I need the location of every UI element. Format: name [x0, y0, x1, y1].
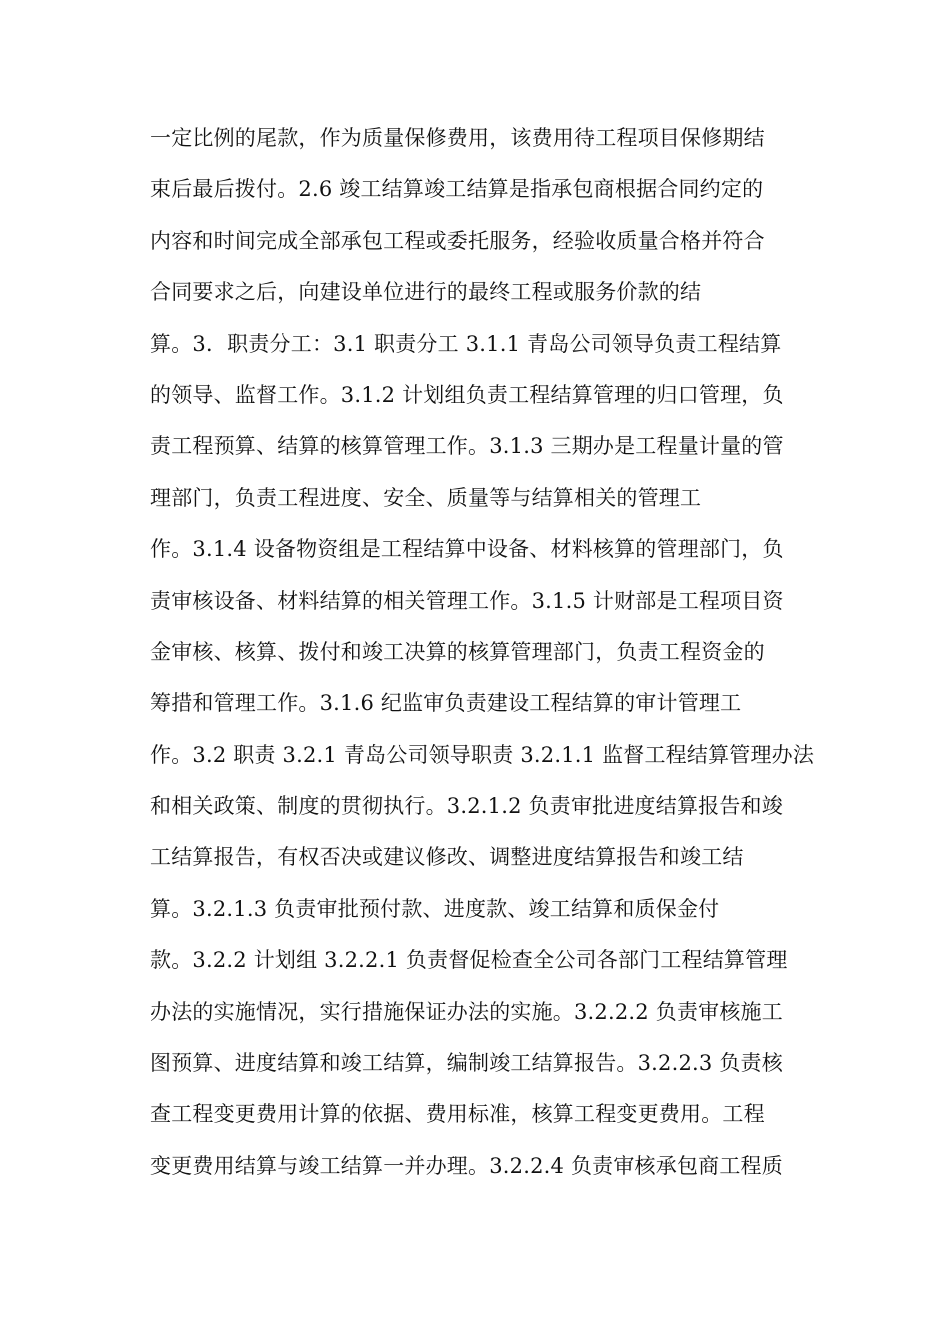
- text-line: 变更费用结算与竣工结算一并办理。3.2.2.4 负责审核承包商工程质: [150, 1153, 783, 1178]
- text-line: 算。3.2.1.3 负责审批预付款、进度款、竣工结算和质保金付: [150, 896, 720, 921]
- text-line: 内容和时间完成全部承包工程或委托服务，经验收质量合格并符合: [150, 228, 765, 253]
- text-line: 办法的实施情况，实行措施保证办法的实施。3.2.2.2 负责审核施工: [150, 999, 783, 1024]
- text-line: 责审核设备、材料结算的相关管理工作。3.1.5 计财部是工程项目资: [150, 588, 784, 613]
- text-line: 款。3.2.2 计划组 3.2.2.1 负责督促检查全公司各部门工程结算管理: [150, 948, 788, 973]
- text-line: 理部门，负责工程进度、安全、质量等与结算相关的管理工: [150, 485, 702, 510]
- text-line: 的领导、监督工作。3.1.2 计划组负责工程结算管理的归口管理，负: [150, 382, 784, 407]
- text-line: 查工程变更费用计算的依据、费用标准，核算工程变更费用。工程: [150, 1102, 765, 1127]
- text-line: 金审核、核算、拨付和竣工决算的核算管理部门，负责工程资金的: [150, 639, 765, 664]
- text-line: 束后最后拨付。2.6 竣工结算竣工结算是指承包商根据合同约定的: [150, 177, 764, 202]
- text-line: 和相关政策、制度的贯彻执行。3.2.1.2 负责审批进度结算报告和竣: [150, 794, 783, 819]
- text-line: 图预算、进度结算和竣工结算，编制竣工结算报告。3.2.2.3 负责核: [150, 1051, 783, 1076]
- text-line: 作。3.1.4 设备物资组是工程结算中设备、材料核算的管理部门，负: [150, 537, 784, 562]
- text-line: 工结算报告，有权否决或建议修改、调整进度结算报告和竣工结: [150, 845, 744, 870]
- text-line: 责工程预算、结算的核算管理工作。3.1.3 三期办是工程量计量的管: [150, 434, 784, 459]
- text-line: 作。3.2 职责 3.2.1 青岛公司领导职责 3.2.1.1 监督工程结算管理办法: [150, 742, 815, 767]
- text-line: 一定比例的尾款，作为质量保修费用，该费用待工程项目保修期结: [150, 126, 765, 150]
- text-line: 算。3．职责分工：3.1 职责分工 3.1.1 青岛公司领导负责工程结算: [150, 331, 782, 356]
- body-text: [150, 118, 815, 1197]
- text-line: 筹措和管理工作。3.1.6 纪监审负责建设工程结算的审计管理工: [150, 691, 742, 716]
- text-line: 合同要求之后，向建设单位进行的最终工程或服务价款的结: [150, 280, 702, 305]
